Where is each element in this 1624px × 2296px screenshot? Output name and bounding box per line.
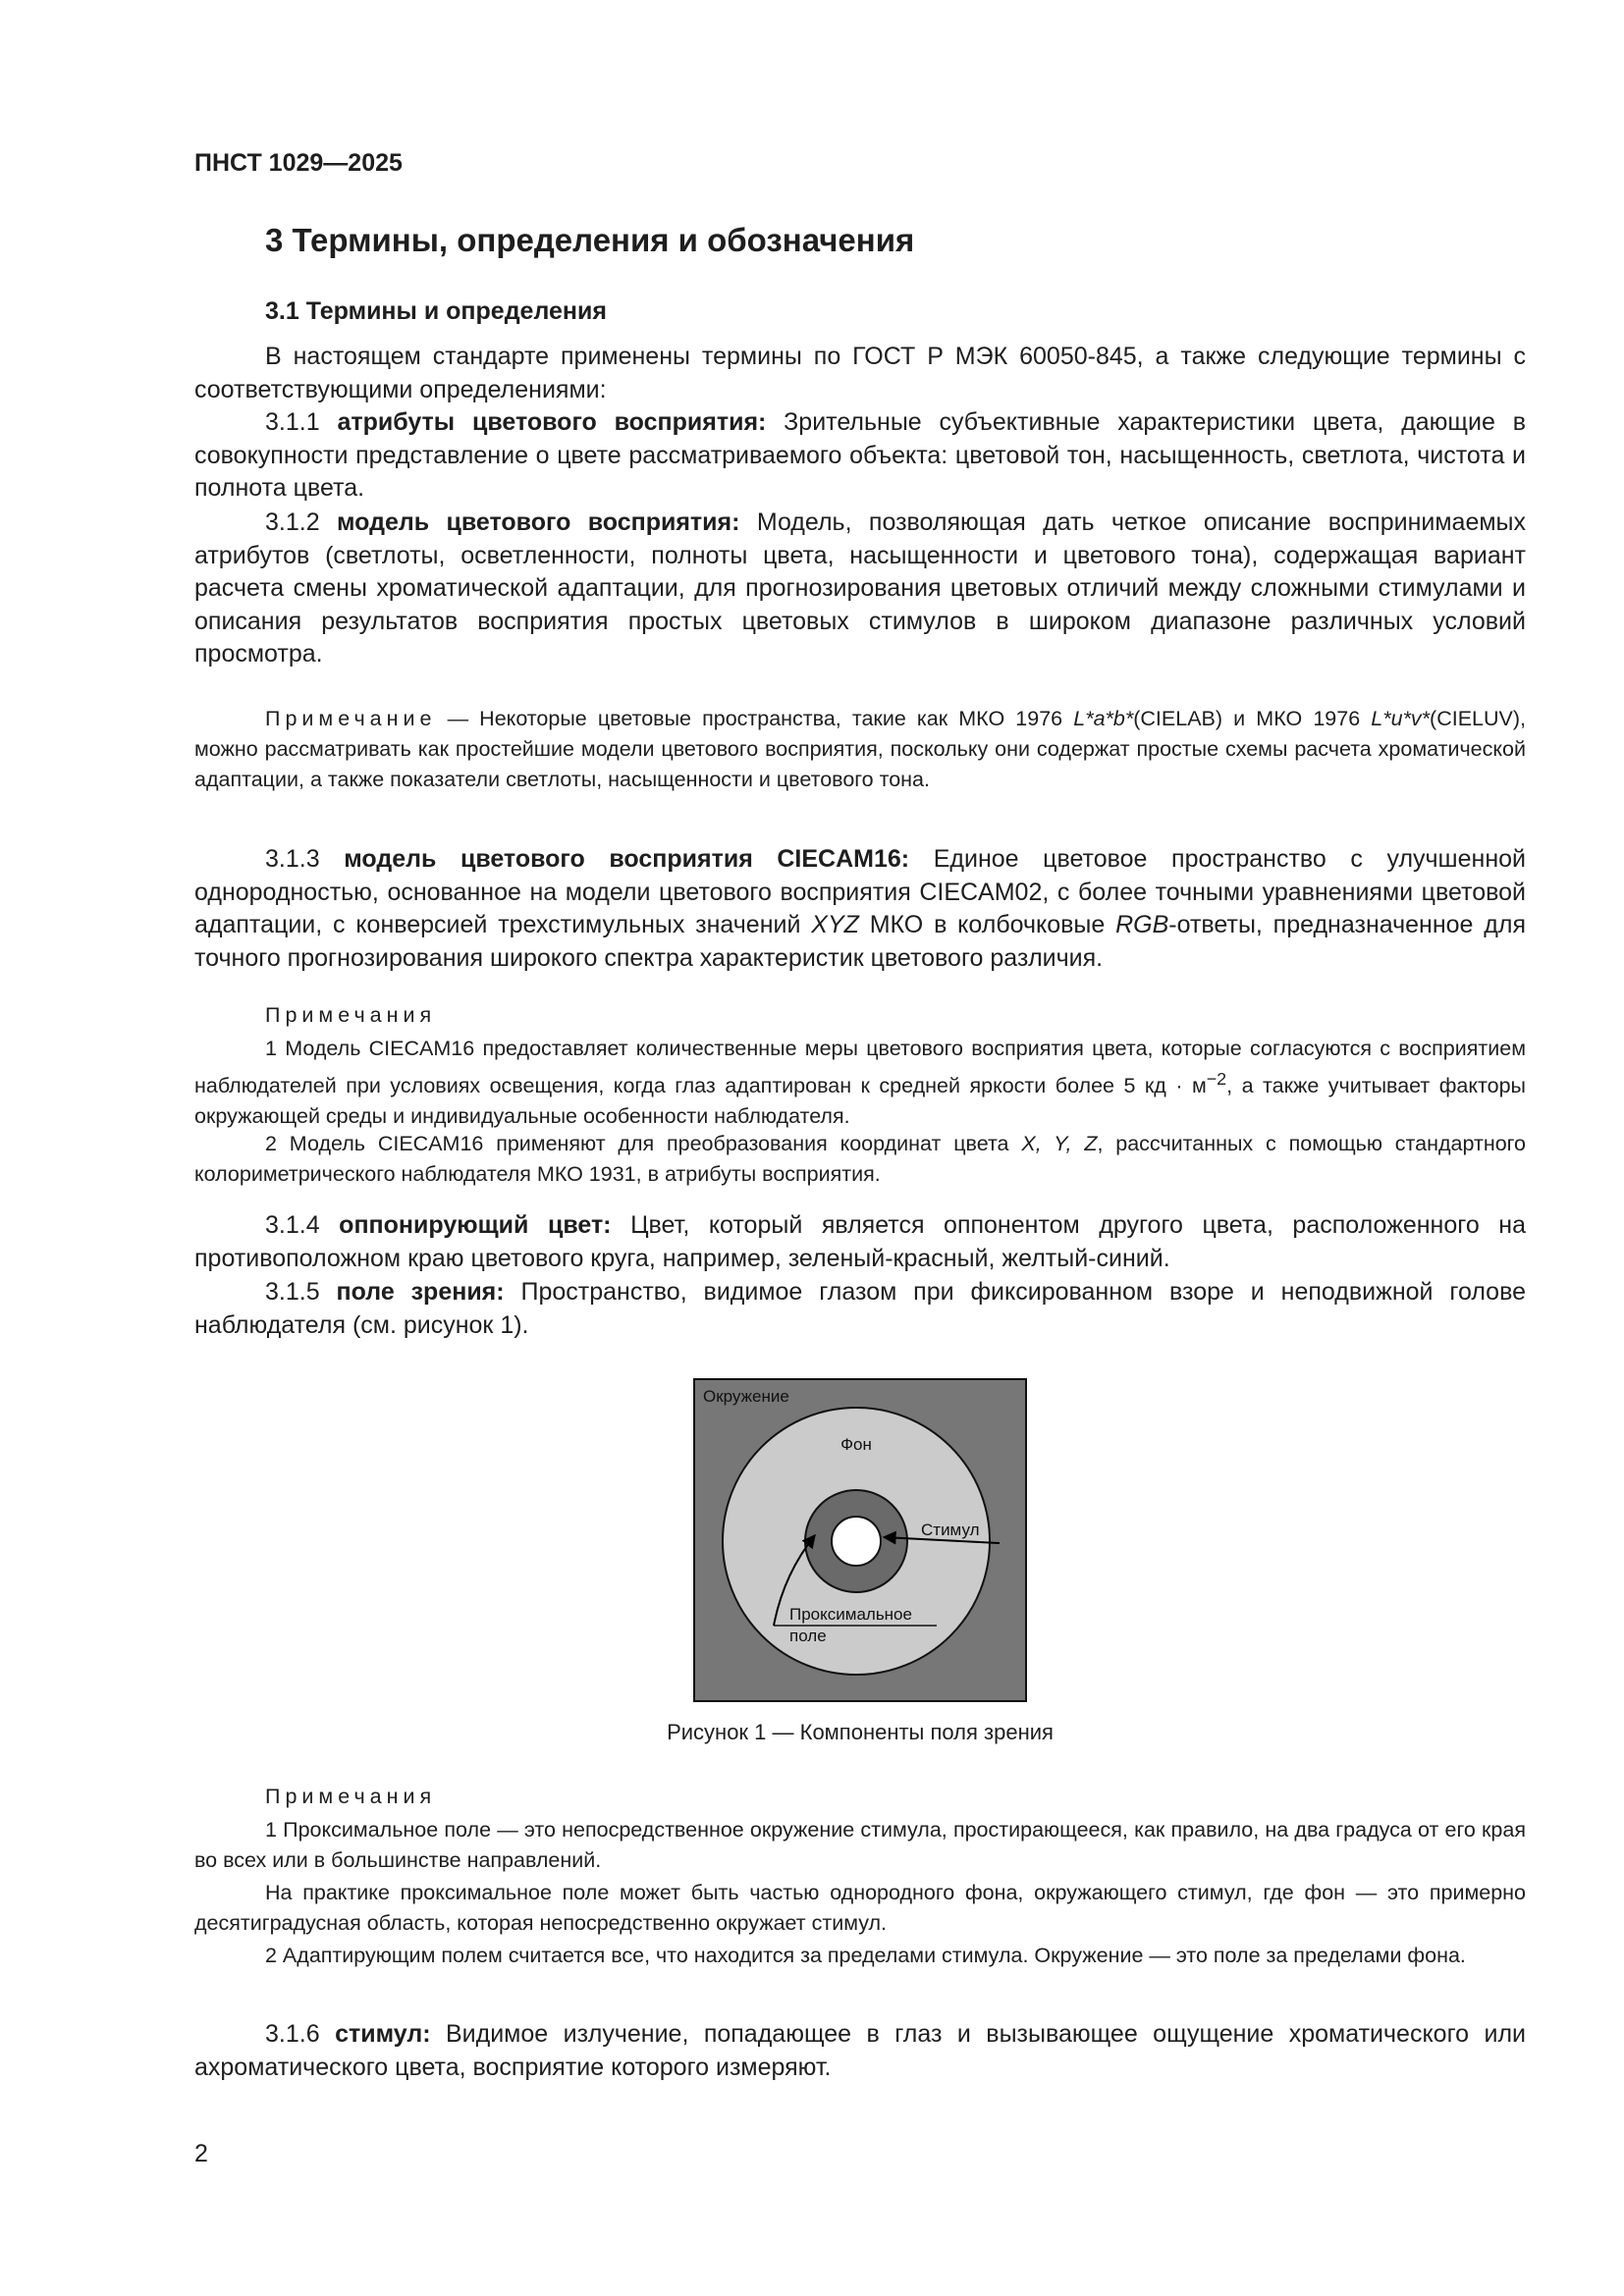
term-3-1-3: 3.1.3 модель цветового восприятия CIECAM16: Единое цветовое пространство с улучшенной однородностью, основанное на модели цветового восприятия CIECAM02, с более точными уравнениями цветовой адаптации, с конверсией трехстимульных значений XYZ МКО в колбочковые RGB-ответы, предназначенное для точного прогнозирования широкого спектра характеристик цветового различия. [194, 845, 1526, 972]
term-number: 3.1.5 [265, 1278, 320, 1306]
rgb-symbol: RGB [1115, 911, 1169, 938]
term-definition: Видимое излучение, попадающее в глаз и вызывающее ощущение хроматического или ахроматического цвета, восприятие которого измеряют. [194, 2020, 1526, 2081]
term-3-1-6 [194, 2018, 1526, 2084]
note-figure-2: 2 Адаптирующим полем считается все, что находится за пределами стимула. Окружение — это поле за пределами фона. [265, 1944, 1466, 1967]
stimulus-disc [832, 1517, 881, 1566]
intro-paragraph: В настоящем стандарте применены термины по ГОСТ Р МЭК 60050-845, а также следующие термины с соответствующими определениями: [194, 343, 1526, 403]
superscript: −2 [1206, 1069, 1227, 1089]
document-code: ПНСТ 1029—2025 [194, 149, 403, 177]
term-definition: Пространство, видимое глазом при фиксированном взоре и неподвижной голове наблюдателя (см. рисунок 1). [194, 1278, 1526, 1339]
label-surround: Окружение [703, 1387, 789, 1406]
note-figure-1b: На практике проксимальное поле может быть частью однородного фона, окружающего стимул, где фон — это примерно десятиградусная область, которая непосредственно окружает стимул. [194, 1881, 1526, 1935]
term-number: 3.1.2 [265, 508, 320, 536]
note-ciecam16-1: 1 Модель CIECAM16 предоставляет количественные меры цветового восприятия цвета, которые согласуются с восприятием наблюдателей при условиях освещения, когда глаз адаптирован к средней яркости более 5 кд · $м^{-2}$, а также учитывает факторы окружающей среды и индивидуальные особенности наблюдателя. [194, 1037, 1526, 1129]
term-3-1-1 [194, 406, 1526, 506]
label-stimulus: Стимул [921, 1521, 980, 1539]
term-number: 3.1.3 [265, 845, 320, 873]
term-3-1-5 [194, 1276, 1526, 1342]
cielab-symbol: L*a*b* [1073, 707, 1134, 730]
note-ciecam16-2: 2 Модель CIECAM16 применяют для преобразования координат цвета X, Y, Z, рассчитанных с помощью стандартного колориметрического наблюдателя МКО 1931, в атрибуты восприятия. [194, 1132, 1526, 1186]
term-name: атрибуты цветового восприятия: [337, 408, 767, 436]
term-3-1-2 [194, 507, 1526, 671]
field-of-view-diagram [693, 1378, 1027, 1702]
notes-heading: Примечания [265, 1003, 437, 1027]
term-name: поле зрения: [336, 1278, 505, 1306]
term-definition: Модель, позволяющая дать четкое описание воспринимаемых атрибутов (светлоты, осветленности, полноты цвета, насыщенности и цветового тона), содержащая вариант расчета смены хроматической адаптации, для прогнозирования цветовых отличий между сложными стимулами и описания результатов восприятия простых цветовых стимулов в широком диапазоне различных условий просмотра. [194, 508, 1527, 667]
term-name: стимул: [335, 2020, 431, 2048]
figure-caption: Рисунок 1 — Компоненты поля зрения [667, 1720, 1054, 1744]
subsection-title: 3.1 Термины и определения [265, 297, 607, 325]
term-name: модель цветового восприятия CIECAM16: [344, 845, 910, 873]
term-number: 3.1.4 [265, 1211, 320, 1239]
label-proximal-line2: поле [789, 1627, 827, 1645]
term-definition: Зрительные субъективные характеристики цвета, дающие в совокупности представление о цвете рассматриваемого объекта: цветовой тон, насыщенность, светлота, чистота и полнота цвета. [194, 408, 1526, 502]
note-figure-1: 1 Проксимальное поле — это непосредственное окружение стимула, простирающееся, как правило, на два градуса от его края во всех или в большинстве направлений. [194, 1818, 1526, 1872]
section-title: 3 Термины, определения и обозначения [265, 222, 915, 258]
note-label: Примечание [265, 707, 437, 730]
term-number: 3.1.6 [265, 2020, 320, 2048]
cieluv-symbol: L*u*v* [1371, 707, 1431, 730]
term-definition: Цвет, который является оппонентом другого цвета, расположенного на противоположном краю цветового круга, например, зеленый-красный, желтый-синий. [194, 1211, 1527, 1272]
term-number: 3.1.1 [265, 408, 320, 436]
notes-heading-figure: Примечания [265, 1785, 437, 1808]
label-proximal-line1: Проксимальное [789, 1605, 912, 1624]
xyz-coordinates: X, Y, Z [1021, 1132, 1098, 1155]
term-3-1-4 [194, 1209, 1526, 1275]
term-name: оппонирующий цвет: [339, 1211, 612, 1239]
xyz-symbol: XYZ [811, 911, 859, 938]
label-background: Фон [840, 1435, 872, 1454]
term-name: модель цветового восприятия: [337, 508, 740, 536]
note-3-1-2: Примечание — Некоторые цветовые пространства, такие как МКО 1976 L*a*b*(CIELAB) и МКО 1976 L*u*v*(CIELUV), можно рассматривать как простейшие модели цветового восприятия, поскольку они содержат простые схемы расчета хроматической адаптации, а также показатели светлоты, насыщенности и цветового тона. [194, 707, 1527, 791]
page-number: 2 [194, 2140, 208, 2167]
